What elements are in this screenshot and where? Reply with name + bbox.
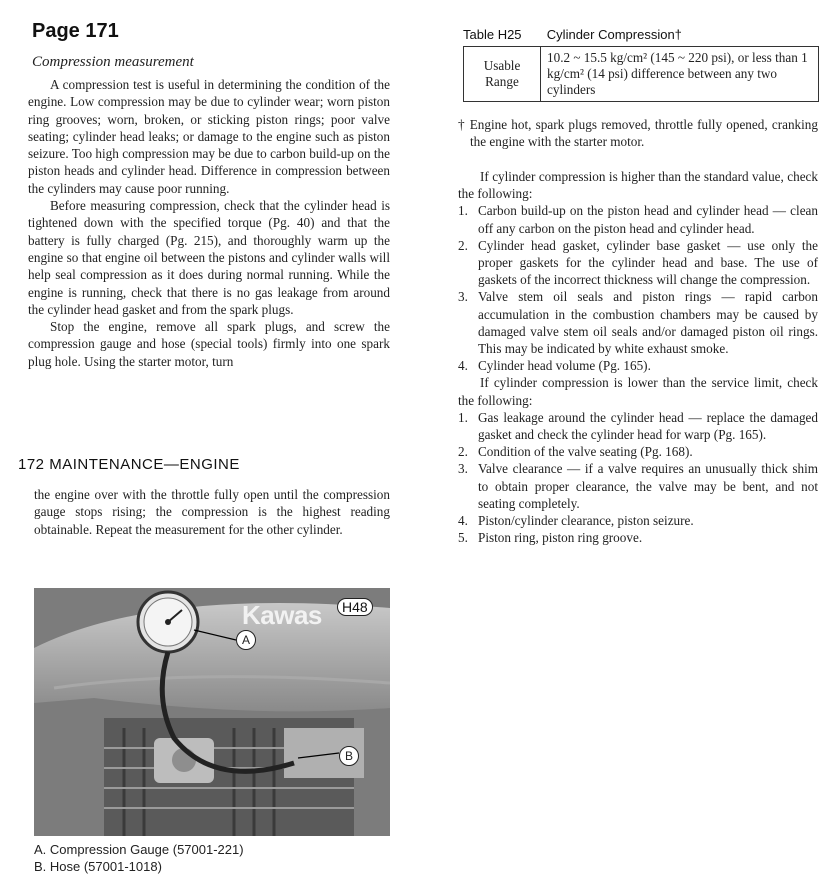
row-value: 10.2 ~ 15.5 kg/cm² (145 ~ 220 psi), or less than 1 kg/cm² (14 psi) difference between any two cylinders xyxy=(541,47,819,102)
table-row xyxy=(464,47,819,102)
list-number: 3. xyxy=(458,289,468,305)
paragraph-before-measuring: Before measuring compression, check that the cylinder head is tightened down with the specified torque (Pg. 40) and that the battery is fully charged (Pg. 215), and thoroughly warm up the engine so that engine oil between the pistons and cylinder walls will help seal compression as it does during normal running. While the engine is running, check that there is no gas leakage from around the cylinder head gasket and from the spark plugs. xyxy=(28,198,390,317)
chapter-header: 172 MAINTENANCE—ENGINE xyxy=(18,456,240,473)
list-text: Cylinder head gasket, cylinder base gasket — use only the proper gaskets for the cylinder head and base. The use of gaskets of the incorrect thickness will change the compression. xyxy=(478,237,818,288)
list-number: 2. xyxy=(458,237,468,253)
list-item xyxy=(458,237,818,289)
page-header: Page 171 xyxy=(32,20,119,42)
table-caption: Cylinder Compression† xyxy=(546,27,682,42)
list-item xyxy=(458,409,818,443)
list-item xyxy=(458,443,818,460)
footnote-text: † Engine hot, spark plugs removed, throttle fully opened, cranking the engine with the starter motor. xyxy=(458,117,818,150)
section-title: Compression measurement xyxy=(32,54,194,70)
list-number: 3. xyxy=(458,461,468,477)
table-title xyxy=(463,27,682,42)
list-text: Gas leakage around the cylinder head — replace the damaged gasket and check the cylinder head for warp (Pg. 165). xyxy=(478,409,818,443)
list-text: Valve clearance — if a valve requires an unusually thick shim to obtain proper clearance, the valve may be bent, and not seating completely. xyxy=(478,461,818,511)
low-list xyxy=(458,409,818,547)
list-text: Condition of the valve seating (Pg. 168). xyxy=(478,444,693,460)
paragraph-stop-engine: Stop the engine, remove all spark plugs, and screw the compression gauge and hose (special tools) firmly into one spark plug hole. Using the starter motor, turn xyxy=(28,319,390,369)
table-label: Table H25 xyxy=(463,27,522,42)
left-body xyxy=(28,76,390,370)
list-item xyxy=(458,288,818,357)
high-list xyxy=(458,202,818,374)
continued-body xyxy=(34,486,390,538)
list-number: 4. xyxy=(458,358,468,374)
list-number: 5. xyxy=(458,530,468,546)
list-number: 1. xyxy=(458,203,468,219)
callout-a: A xyxy=(236,630,256,650)
paragraph-continued: the engine over with the throttle fully open until the compression gauge stops rising; the compression is the highest reading obtainable. Repeat the measurement for the other cylinder. xyxy=(34,487,390,537)
figure-tag: H48 xyxy=(337,598,373,616)
list-number: 1. xyxy=(458,409,468,425)
list-number: 2. xyxy=(458,444,468,460)
caption-b: B. Hose (57001-1018) xyxy=(34,859,162,874)
high-intro: If cylinder compression is higher than the standard value, check the following: xyxy=(458,169,818,202)
list-text: Piston/cylinder clearance, piston seizure. xyxy=(478,513,694,529)
caption-a: A. Compression Gauge (57001-221) xyxy=(34,842,244,857)
list-number: 4. xyxy=(458,513,468,529)
callout-b: B xyxy=(339,746,359,766)
list-text: Piston ring, piston ring groove. xyxy=(478,530,643,546)
right-body xyxy=(458,168,818,546)
list-text: Cylinder head volume (Pg. 165). xyxy=(478,358,651,374)
list-text: Carbon build-up on the piston head and cylinder head — clean off any carbon on the piston head and cylinder head. xyxy=(478,203,818,236)
table-footnote xyxy=(458,116,818,150)
list-item xyxy=(458,460,818,512)
list-item xyxy=(458,357,818,374)
paragraph-intro: A compression test is useful in determining the condition of the engine. Low compression may be due to cylinder wear; worn piston ring grooves; worn, broken, or sticking piston rings; poor valve seating; cylinder head leaks; or damage to the engine such as piston seizure. Too high compression may be due to carbon build-up on the piston heads and cylinder head. Difference in compression between the cylinders may cause poor running. xyxy=(28,77,390,196)
row-header: Usable Range xyxy=(464,47,541,102)
engine-photo xyxy=(34,588,390,836)
list-item xyxy=(458,529,818,546)
brand-lettering: Kawas xyxy=(242,600,322,630)
list-item xyxy=(458,202,818,236)
low-intro: If cylinder compression is lower than the service limit, check the following: xyxy=(458,375,818,408)
engine-illustration xyxy=(34,588,390,836)
list-text: Valve stem oil seals and piston rings — rapid carbon accumulation in the combustion chambers may be caused by damaged valve stem oil seals and/or damaged piston oil rings. This may be indicated by white exhaust smoke. xyxy=(478,289,818,357)
compression-table xyxy=(463,46,819,102)
list-item xyxy=(458,512,818,529)
